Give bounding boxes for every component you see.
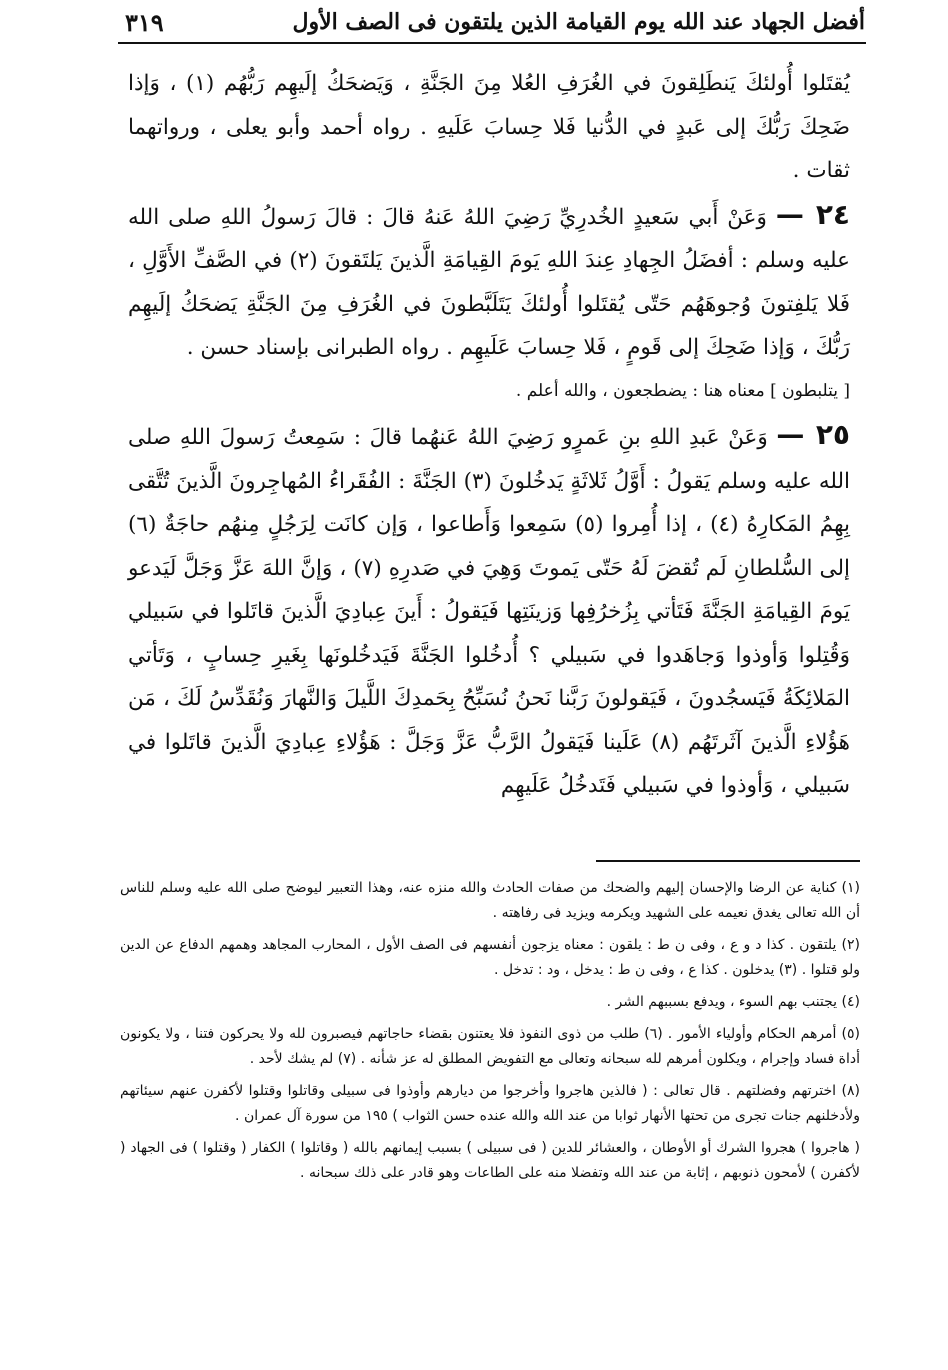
hadith-25-text: وَعَنْ عَبدِ اللهِ بنِ عَمرٍو رَضِيَ اللهُ عَنهُما قالَ : سَمِعتُ رَسولَ اللهِ صلى الله عليه وسلم يَقولُ : أَوَّلُ ثَلاثَةٍ يَدخُلونَ (٣) الجَنَّةَ : الفُقَراءُ المُهاجِرونَ الَّذينَ تُتَّقى بِهِمُ المَكارِهُ (٤) ، إذا أُمِروا (٥) سَمِعوا وَأَطاعوا ، وَإن كانَت لِرَجُلٍ مِنهُم حاجَةٌ (٦) إلى السُّلطانِ لَم تُقضَ لَهُ حَتّى يَموتَ وَهِيَ في صَدرِهِ (٧) ، وَإنَّ اللهَ عَزَّ وَجَلَّ لَيَدعو يَومَ القِيامَةِ الجَنَّةَ فَتَأتي بِزُخرُفِها وَزينَتِها فَيَقولُ : أَينَ عِبادِيَ الَّذينَ قاتَلوا في سَبيلي وَقُتِلوا وَأوذوا وَجاهَدوا في سَبيلي ؟ أُدخُلوا الجَنَّةَ فَيَدخُلونَها بِغَيرِ حِسابٍ ، وَتَأتي المَلائِكَةُ فَيَسجُدونَ ، فَيَقولونَ رَبَّنا نَحنُ نُسَبِّحُ بِحَمدِكَ اللَّيلَ وَالنَّهارَ وَنُقَدِّسُ لَكَ ، مَن هَؤُلاءِ الَّذينَ آثَرتَهُم (٨) عَلَينا فَيَقولُ الرَّبُّ عَزَّ وَجَلَّ : هَؤُلاءِ عِبادِيَ الَّذينَ قاتَلوا في سَبيلي ، وَأوذوا في سَبيلي فَتَدخُلُ عَلَيهِم: [128, 425, 850, 798]
footnotes: [120, 876, 860, 1193]
page-number: ٣١٩: [125, 7, 164, 37]
hadith-25-number: ٢٥ —: [776, 418, 850, 451]
running-title: أفضل الجهاد عند الله يوم القيامة الذين يلتقون فى الصف الأول: [292, 9, 865, 35]
footnote-rule: [596, 860, 860, 862]
footnote-5-7: (٥) أمرهم الحكام وأولياء الأمور . (٦) طلب من ذوى النفوذ فلا يعتنون بقضاء حاجاتهم فيصبرون لله ولا يحركون فتنا ، ولا يكونون أداة فساد وإجرام ، ويكلون أمرهم لله سبحانه وتعالى مع التفويض المطلق له عز شأنه . (٧) لم يشك لأحد .: [120, 1026, 860, 1067]
hadith-24: [128, 193, 850, 370]
hadith-24-text: وَعَنْ أَبي سَعيدٍ الخُدرِيِّ رَضِيَ اللهُ عَنهُ قالَ : قالَ رَسولُ اللهِ صلى الله عليه وسلم : أفضَلُ الجِهادِ عِندَ اللهِ يَومَ القِيامَةِ الَّذينَ يَلتَقونَ (٢) في الصَّفِّ الأَوَّلِ ، فَلا يَلفِتونَ وُجوهَهُم حَتّى يُقتَلوا أُولئكَ يَتَلَبَّطونَ في الغُرَفِ مِنَ الجَنَّةِ يَضحَكُ إلَيهِم رَبُّكَ ، وَإذا ضَحِكَ إلى قَومٍ ، فَلا حِسابَ عَلَيهِم . رواه الطبرانى بإسناد حسن .: [128, 204, 850, 360]
page-header: [125, 4, 865, 40]
footnote-8: (٨) اخترتهم وفضلتهم . قال تعالى : ( فالذين هاجروا وأخرجوا من ديارهم وأوذوا فى سبيلى وقاتلوا وقتلوا لأكفرن عنهم سيئاتهم ولأدخلنهم جنات تجرى من تحتها الأنهار ثوابا من عند الله والله عنده حسن الثواب ) ١٩٥ من سورة آل عمران .: [120, 1083, 860, 1124]
footnote-4: (٤) يجتنب بهم السوء ، ويدفع بسببهم الشر .: [606, 994, 860, 1010]
hadith-24-number: ٢٤ —: [775, 197, 850, 231]
footnote-2-3: (٢) يلتقون . كذا د و ع ، وفى ن ط : يلقون : معناه يزجون أنفسهم فى الصف الأول ، المحارب المجاهد وهمهم الدفاع عن الدين ولو قتلوا . (٣) يدخلون . كذا ع ، وفى ن ط : يدخل ، ود : تدخل .: [120, 937, 860, 978]
intro-paragraph: يُقتَلوا أُولئكَ يَنطَلِقونَ في الغُرَفِ العُلا مِنَ الجَنَّةِ ، وَيَضحَكُ إلَيهِم رَبُّهُم (١) ، وَإذا ضَحِكَ رَبُّكَ إلى عَبدٍ في الدُّنيا فَلا حِسابَ عَلَيهِ . رواه أحمد وأبو يعلى ، ورواتهما ثقات .: [128, 71, 850, 183]
footnote-commentary: ( هاجروا ) هجروا الشرك أو الأوطان ، والعشائر للدين ( فى سبيلى ) بسبب إيمانهم بالله ( وقاتلوا ) الكفار ( وقتلوا ) فى الجهاد ( لأكفرن ) لأمحون ذنوبهم ، إثابة من عند الله وتفضلا منه على الطاعات وهو قادر على ذلك سبحانه .: [120, 1140, 860, 1181]
hadith-24-note: [ يتلبطون ] معناه هنا : يضطجعون ، والله أعلم .: [515, 380, 850, 401]
main-text: [128, 62, 850, 808]
footnote-1: (١) كناية عن الرضا والإحسان إليهم والضحك من صفات الحادث والله منزه عنه، وهذا التعبير ليوضح صلى الله عليه وسلم للناس أن الله تعالى يغدق نعيمه على الشهيد ويكرمه ويزيد فى رفاهته .: [120, 880, 860, 921]
header-rule: [118, 42, 866, 44]
hadith-25: [128, 413, 850, 808]
